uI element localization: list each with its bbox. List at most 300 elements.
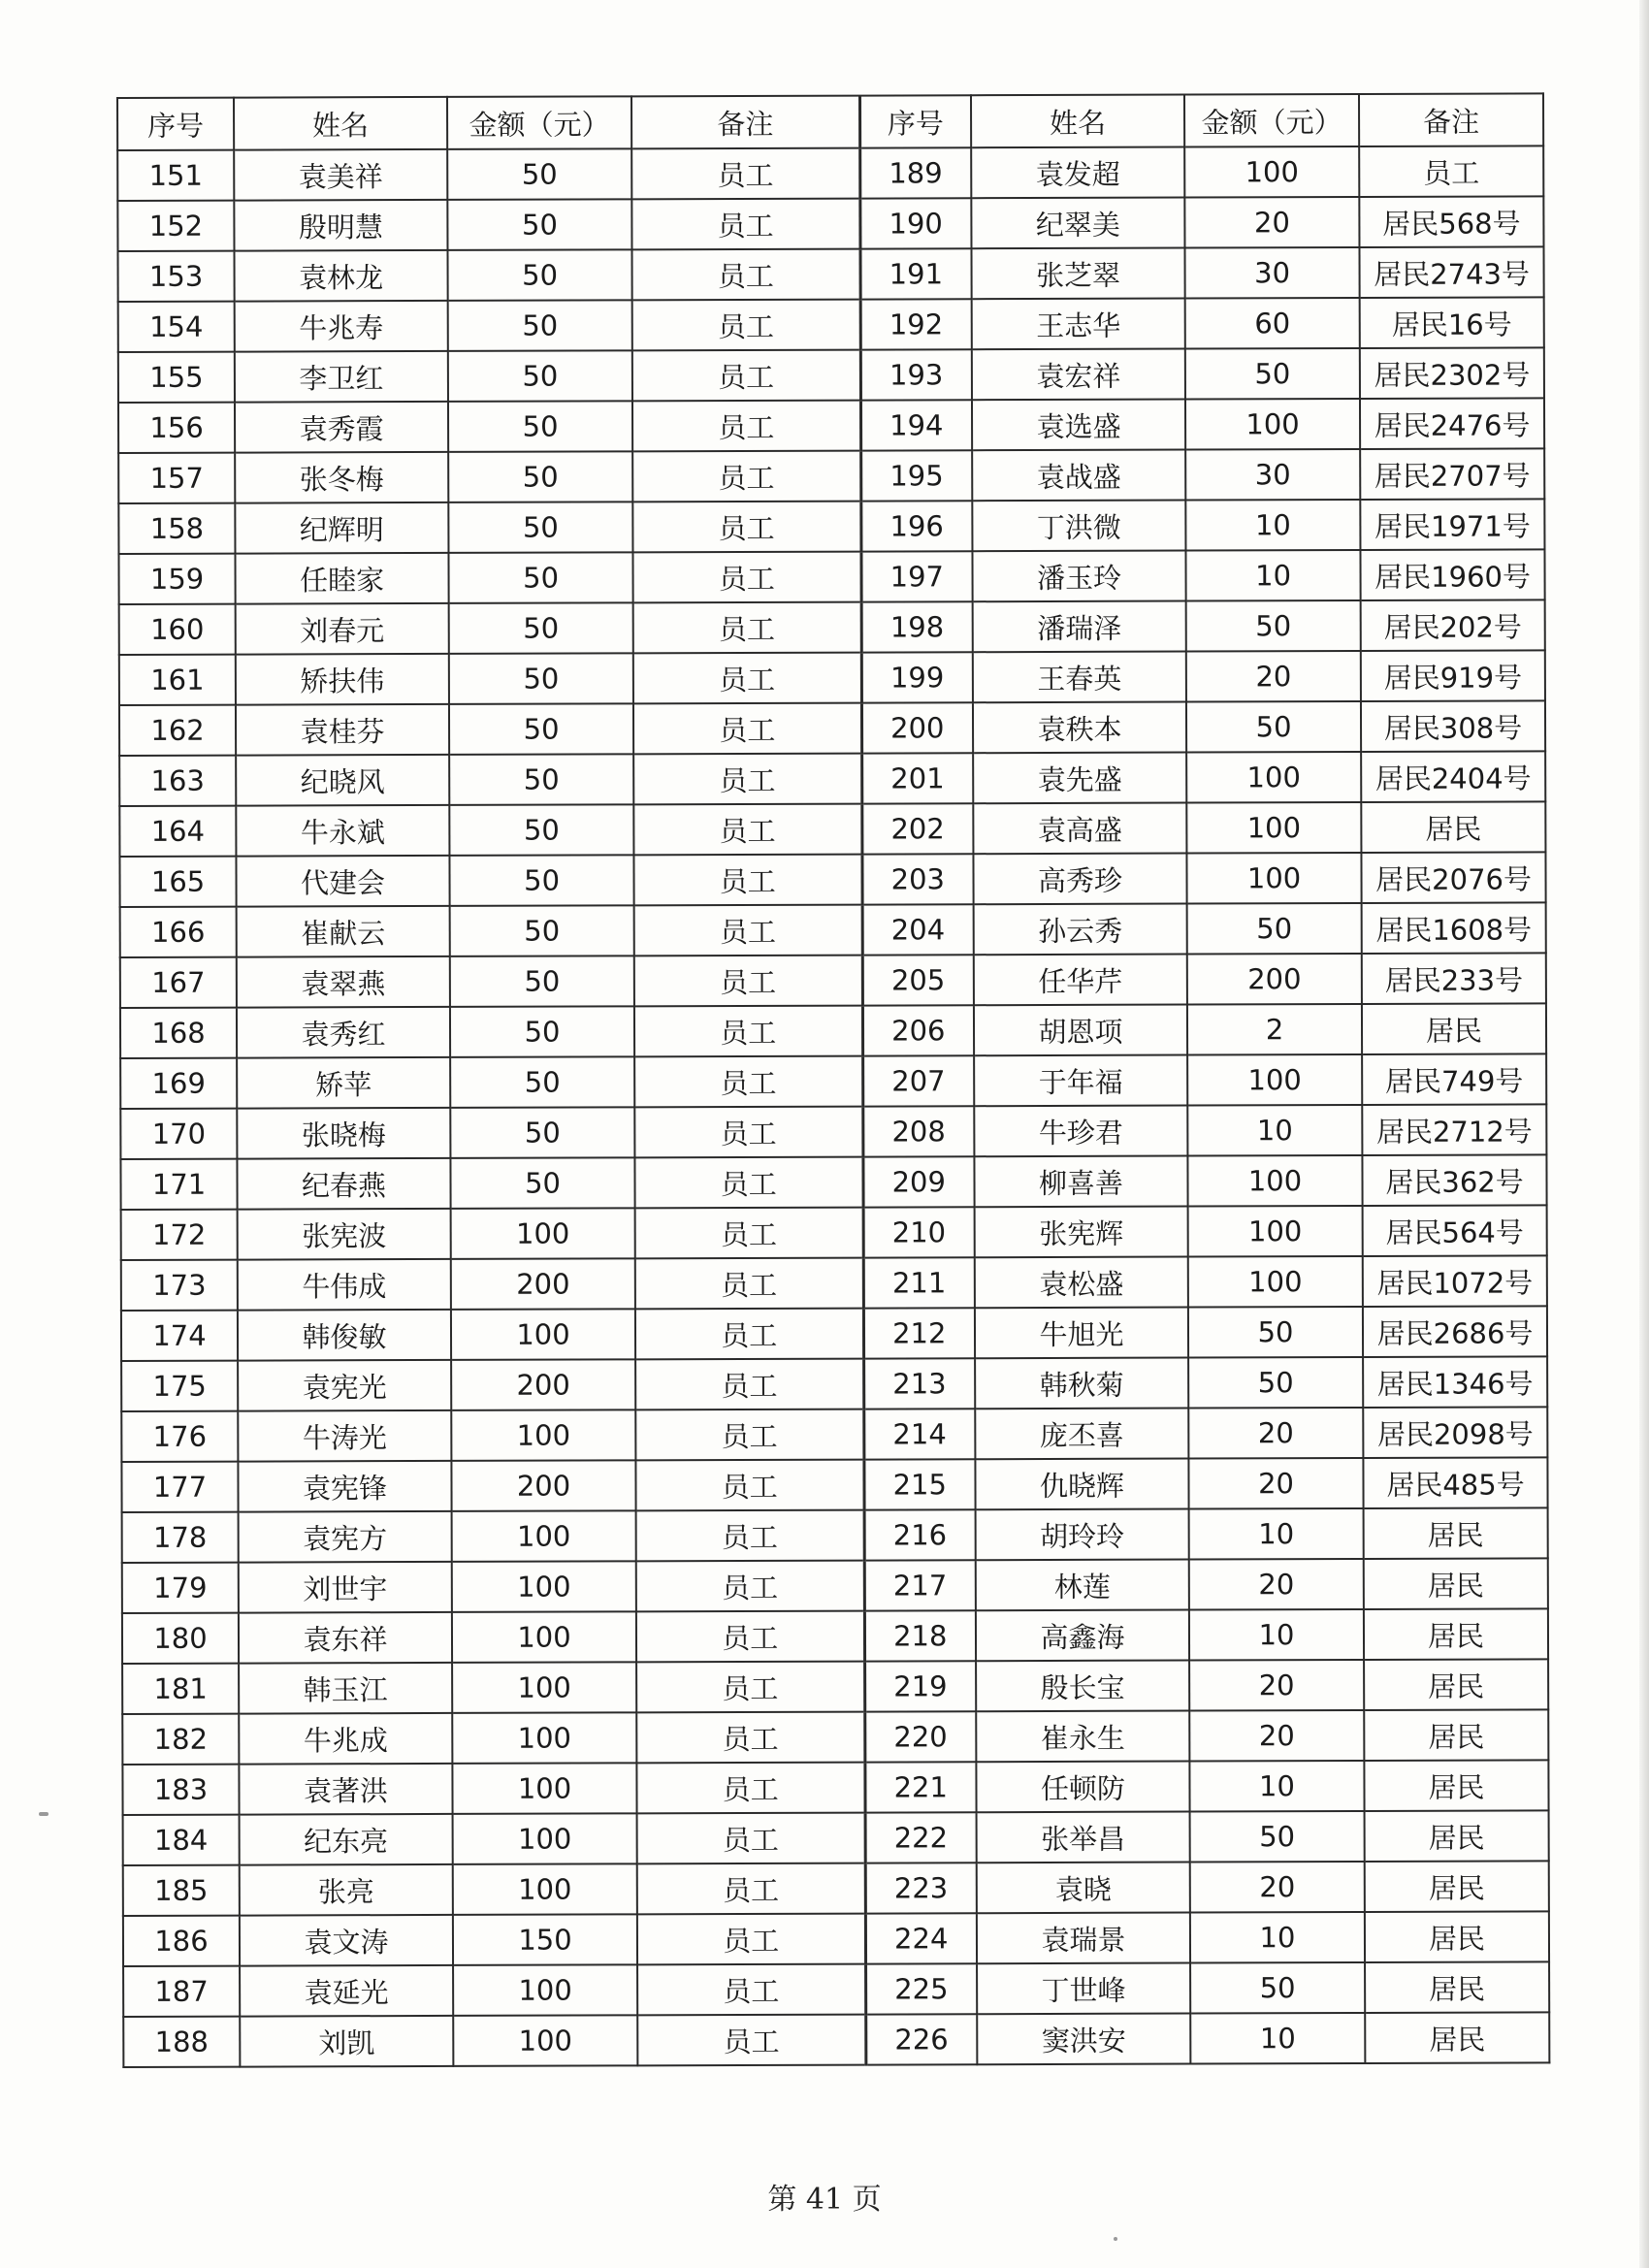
cell-remark: 员工	[632, 502, 860, 553]
cell-amount: 100	[1187, 1155, 1362, 1207]
cell-name: 袁松盛	[975, 1257, 1188, 1309]
cell-remark: 居民1608号	[1362, 902, 1546, 954]
cell-name: 袁东祥	[239, 1612, 452, 1664]
cell-amount: 60	[1185, 298, 1360, 349]
table-row	[117, 246, 1543, 302]
cell-amount: 100	[1188, 1256, 1363, 1308]
cell-serial-number: 158	[118, 503, 235, 554]
table-row	[122, 1659, 1548, 1714]
table-row	[118, 398, 1544, 453]
cell-name: 丁洪微	[972, 501, 1185, 552]
cell-serial-number: 179	[122, 1563, 239, 1613]
cell-serial-number: 190	[859, 198, 971, 248]
cell-name: 崔永生	[976, 1711, 1189, 1763]
cell-name: 庞丕喜	[975, 1409, 1188, 1460]
cell-serial-number: 213	[863, 1358, 975, 1409]
cell-serial-number: 206	[862, 1005, 974, 1055]
cell-name: 高秀珍	[973, 854, 1186, 905]
cell-amount: 50	[450, 1006, 634, 1057]
cell-serial-number: 182	[122, 1714, 239, 1765]
cell-amount: 100	[1184, 146, 1359, 198]
cell-serial-number: 211	[863, 1257, 975, 1308]
table-row	[120, 902, 1546, 957]
cell-serial-number: 166	[120, 907, 237, 957]
cell-remark: 员工	[634, 1006, 862, 1057]
cell-serial-number: 216	[864, 1509, 976, 1560]
cell-name: 高鑫海	[976, 1610, 1189, 1662]
cell-serial-number: 219	[864, 1661, 976, 1711]
cell-remark: 员工	[637, 1813, 865, 1864]
cell-name: 张冬梅	[235, 452, 448, 503]
cell-name: 纪辉明	[235, 502, 448, 554]
cell-name: 胡玲玲	[976, 1509, 1189, 1561]
cell-serial-number: 183	[122, 1765, 239, 1815]
cell-amount: 100	[1188, 1206, 1363, 1257]
cell-remark: 居民	[1364, 1507, 1548, 1559]
cell-remark: 员工	[632, 401, 860, 452]
cell-amount: 50	[450, 1157, 634, 1209]
cell-remark: 员工	[636, 1611, 864, 1663]
cell-amount: 10	[1185, 500, 1360, 551]
cell-amount: 50	[447, 249, 631, 301]
cell-remark: 居民308号	[1361, 700, 1545, 752]
cell-amount: 10	[1185, 550, 1360, 601]
cell-remark: 居民	[1364, 1659, 1548, 1710]
cell-name: 殷长宝	[976, 1661, 1189, 1712]
cell-remark: 居民	[1364, 1608, 1548, 1660]
table-row	[118, 499, 1544, 554]
cell-serial-number: 174	[121, 1311, 238, 1361]
cell-remark: 员工	[634, 1056, 862, 1108]
cell-amount: 10	[1189, 1508, 1364, 1560]
cell-remark: 员工	[634, 1157, 862, 1209]
donation-roster-sheet	[116, 97, 1542, 2068]
cell-serial-number: 221	[864, 1762, 976, 1812]
cell-remark: 员工	[636, 1561, 864, 1612]
cell-serial-number: 171	[120, 1159, 237, 1210]
cell-serial-number: 173	[121, 1260, 238, 1311]
cell-amount: 50	[449, 855, 633, 906]
cell-remark: 员工	[631, 199, 859, 250]
cell-remark: 员工	[631, 148, 859, 200]
cell-remark: 居民2076号	[1361, 852, 1545, 903]
cell-amount: 30	[1184, 247, 1359, 299]
cell-serial-number: 188	[123, 2017, 240, 2067]
cell-remark: 居民919号	[1361, 650, 1545, 701]
cell-serial-number: 207	[862, 1055, 974, 1106]
cell-remark: 员工	[1359, 146, 1543, 197]
cell-amount: 50	[447, 199, 631, 250]
cell-remark: 居民	[1361, 801, 1545, 853]
cell-amount: 150	[453, 1914, 637, 1965]
cell-serial-number: 172	[121, 1210, 238, 1260]
cell-remark: 居民	[1365, 1861, 1549, 1912]
cell-serial-number: 185	[123, 1865, 240, 1916]
cell-remark: 员工	[635, 1409, 863, 1461]
cell-amount: 100	[452, 1561, 636, 1612]
table-row	[119, 599, 1545, 655]
cell-name: 袁翠燕	[237, 956, 450, 1008]
table-row	[122, 1760, 1548, 1815]
donation-roster-table	[116, 92, 1550, 2068]
cell-amount: 50	[448, 552, 632, 603]
cell-serial-number: 155	[118, 352, 235, 403]
cell-name: 张亮	[240, 1864, 453, 1916]
cell-name: 袁高盛	[973, 803, 1186, 855]
cell-remark: 员工	[633, 602, 861, 654]
cell-remark: 员工	[637, 2015, 865, 2066]
cell-amount: 200	[451, 1258, 635, 1310]
table-body	[117, 146, 1549, 2067]
table-row	[123, 1861, 1549, 1916]
cell-serial-number: 223	[865, 1863, 977, 1913]
cell-remark: 员工	[637, 1964, 865, 2016]
cell-name: 王春英	[973, 652, 1186, 703]
cell-remark: 居民2476号	[1360, 398, 1544, 449]
cell-name: 袁先盛	[973, 753, 1186, 804]
cell-name: 袁秀红	[237, 1007, 450, 1058]
cell-amount: 50	[448, 401, 632, 452]
cell-remark: 居民2404号	[1361, 751, 1545, 802]
cell-amount: 20	[1189, 1559, 1364, 1610]
cell-name: 袁发超	[971, 147, 1184, 199]
table-row	[121, 1356, 1547, 1411]
cell-serial-number: 201	[861, 753, 973, 803]
table-row	[118, 347, 1544, 403]
table-row	[121, 1407, 1547, 1462]
cell-name: 纪春燕	[237, 1158, 450, 1210]
cell-name: 矫苹	[237, 1057, 450, 1109]
cell-name: 孙云秀	[974, 904, 1187, 956]
cell-remark: 员工	[636, 1763, 864, 1814]
cell-serial-number: 214	[863, 1409, 975, 1459]
cell-serial-number: 195	[860, 450, 972, 501]
table-row	[121, 1205, 1547, 1260]
cell-amount: 50	[448, 502, 632, 553]
cell-name: 张举昌	[977, 1812, 1190, 1863]
cell-name: 袁宪光	[238, 1360, 451, 1411]
cell-amount: 20	[1188, 1458, 1363, 1509]
cell-amount: 50	[448, 350, 632, 402]
cell-serial-number: 164	[119, 806, 236, 857]
cell-serial-number: 154	[118, 302, 235, 352]
cell-name: 牛永斌	[236, 805, 449, 857]
cell-remark: 员工	[635, 1258, 863, 1310]
cell-remark: 居民2743号	[1359, 246, 1543, 298]
cell-name: 牛兆寿	[235, 301, 448, 352]
table-row	[120, 1154, 1546, 1210]
cell-name: 袁延光	[240, 1965, 453, 2017]
cell-serial-number: 169	[120, 1058, 237, 1109]
table-row	[117, 146, 1543, 201]
cell-amount: 100	[453, 2015, 637, 2066]
column-header-serial-number: 序号	[117, 98, 234, 150]
table-row	[122, 1507, 1548, 1563]
cell-remark: 员工	[633, 754, 861, 805]
cell-remark: 员工	[633, 855, 861, 906]
column-header-amount: 金额（元）	[447, 96, 631, 149]
cell-remark: 员工	[637, 1914, 865, 1965]
cell-remark: 员工	[637, 1863, 865, 1915]
cell-serial-number: 212	[863, 1308, 975, 1358]
table-row	[121, 1306, 1547, 1361]
cell-amount: 50	[450, 1107, 634, 1158]
cell-serial-number: 215	[863, 1459, 975, 1509]
cell-remark: 居民	[1364, 1760, 1548, 1811]
cell-name: 林莲	[976, 1560, 1189, 1611]
table-row	[117, 196, 1543, 251]
cell-amount: 50	[449, 602, 633, 654]
cell-amount: 50	[1186, 701, 1361, 753]
cell-name: 袁战盛	[972, 450, 1185, 502]
cell-remark: 员工	[633, 703, 861, 755]
cell-name: 纪翠美	[971, 198, 1184, 249]
cell-amount: 200	[451, 1460, 635, 1511]
table-row	[122, 1709, 1548, 1765]
cell-name: 韩秋菊	[975, 1358, 1188, 1409]
cell-name: 袁选盛	[972, 400, 1185, 451]
column-header-serial-number: 序号	[859, 95, 971, 147]
table-row	[118, 448, 1544, 503]
cell-name: 刘春元	[236, 603, 449, 655]
cell-name: 纪东亮	[240, 1814, 453, 1865]
cell-name: 崔献云	[237, 906, 450, 957]
cell-serial-number: 165	[119, 857, 236, 907]
cell-serial-number: 205	[862, 955, 974, 1005]
cell-amount: 10	[1190, 2013, 1365, 2064]
cell-name: 窦洪安	[977, 2014, 1190, 2065]
cell-serial-number: 180	[122, 1613, 239, 1664]
cell-amount: 50	[449, 703, 633, 755]
cell-amount: 50	[450, 956, 634, 1007]
cell-serial-number: 162	[119, 705, 236, 756]
cell-serial-number: 203	[861, 854, 973, 904]
cell-remark: 员工	[632, 451, 860, 502]
cell-name: 张芝翠	[971, 248, 1184, 300]
cell-name: 殷明慧	[234, 200, 447, 251]
cell-name: 潘玉玲	[972, 551, 1185, 602]
cell-remark: 居民564号	[1363, 1205, 1547, 1256]
cell-amount: 100	[1186, 802, 1361, 854]
table-row	[123, 1810, 1549, 1865]
cell-remark: 居民233号	[1362, 953, 1546, 1004]
cell-remark: 居民1346号	[1363, 1356, 1547, 1408]
cell-name: 韩俊敏	[238, 1310, 451, 1361]
cell-name: 袁宪锋	[238, 1461, 451, 1512]
cell-remark: 居民1072号	[1363, 1255, 1547, 1307]
cell-serial-number: 176	[121, 1411, 238, 1462]
cell-name: 刘凯	[240, 2016, 453, 2067]
cell-amount: 100	[453, 1863, 637, 1915]
cell-serial-number: 167	[120, 957, 237, 1008]
cell-remark: 员工	[635, 1460, 863, 1511]
cell-remark: 员工	[634, 905, 862, 956]
cell-remark: 居民1960号	[1360, 549, 1544, 600]
cell-serial-number: 191	[859, 248, 971, 299]
cell-amount: 50	[1187, 903, 1362, 955]
cell-serial-number: 192	[860, 299, 972, 349]
table-row	[119, 700, 1545, 756]
cell-amount: 100	[1185, 399, 1360, 450]
cell-remark: 员工	[631, 249, 859, 301]
cell-serial-number: 200	[861, 702, 973, 753]
table-row	[120, 1053, 1546, 1109]
cell-amount: 20	[1189, 1710, 1364, 1762]
cell-amount: 100	[452, 1712, 636, 1764]
cell-amount: 100	[452, 1763, 636, 1814]
cell-name: 袁美祥	[234, 149, 447, 201]
cell-amount: 100	[452, 1611, 636, 1663]
cell-amount: 20	[1190, 1862, 1365, 1913]
cell-remark: 居民568号	[1359, 196, 1543, 247]
cell-name: 任顿防	[976, 1762, 1189, 1813]
cell-name: 袁著洪	[239, 1764, 452, 1815]
cell-serial-number: 208	[862, 1106, 974, 1156]
cell-serial-number: 225	[865, 1963, 977, 2014]
cell-name: 袁瑞景	[977, 1913, 1190, 1964]
cell-amount: 100	[452, 1662, 636, 1713]
cell-serial-number: 175	[121, 1361, 238, 1411]
cell-serial-number: 222	[865, 1812, 977, 1863]
cell-serial-number: 157	[118, 453, 235, 503]
table-row	[120, 1104, 1546, 1159]
cell-remark: 员工	[636, 1712, 864, 1764]
cell-remark: 居民	[1365, 2012, 1549, 2063]
table-row	[119, 801, 1545, 857]
cell-serial-number: 197	[860, 551, 972, 601]
cell-name: 代建会	[236, 856, 449, 907]
cell-remark: 居民1971号	[1360, 499, 1544, 550]
cell-remark: 员工	[636, 1662, 864, 1713]
cell-remark: 居民2707号	[1360, 448, 1544, 500]
cell-serial-number: 202	[861, 803, 973, 854]
table-row	[122, 1608, 1548, 1664]
cell-serial-number: 160	[119, 604, 236, 655]
table-row	[119, 650, 1545, 705]
cell-name: 袁秩本	[973, 702, 1186, 754]
cell-remark: 居民2302号	[1360, 347, 1544, 399]
cell-serial-number: 193	[860, 349, 972, 400]
cell-amount: 20	[1188, 1408, 1363, 1459]
table-row	[120, 1003, 1546, 1058]
cell-name: 任华芹	[974, 955, 1187, 1006]
cell-remark: 员工	[633, 653, 861, 704]
cell-serial-number: 163	[119, 756, 236, 806]
cell-remark: 居民2712号	[1362, 1104, 1546, 1155]
cell-amount: 50	[1188, 1357, 1363, 1409]
cell-serial-number: 199	[861, 652, 973, 702]
table-row	[122, 1558, 1548, 1613]
cell-serial-number: 151	[117, 150, 234, 201]
cell-amount: 50	[449, 653, 633, 704]
cell-serial-number: 220	[864, 1711, 976, 1762]
table-header-row	[117, 93, 1543, 150]
cell-amount: 200	[451, 1359, 635, 1410]
cell-amount: 20	[1186, 651, 1361, 702]
cell-amount: 50	[447, 148, 631, 200]
cell-name: 牛珍君	[974, 1106, 1187, 1157]
cell-remark: 员工	[634, 956, 862, 1007]
cell-name: 纪晓风	[236, 755, 449, 806]
cell-remark: 居民	[1364, 1709, 1548, 1761]
cell-amount: 100	[452, 1510, 636, 1562]
cell-serial-number: 152	[117, 201, 234, 251]
cell-serial-number: 224	[865, 1913, 977, 1963]
cell-remark: 居民	[1365, 1810, 1549, 1862]
cell-serial-number: 156	[118, 403, 235, 453]
cell-serial-number: 168	[120, 1008, 237, 1058]
cell-remark: 居民	[1365, 1911, 1549, 1962]
cell-serial-number: 184	[123, 1815, 240, 1865]
cell-amount: 100	[1187, 1054, 1362, 1106]
cell-name: 刘世宇	[239, 1562, 452, 1613]
cell-serial-number: 218	[864, 1610, 976, 1661]
column-header-name: 姓名	[971, 95, 1184, 148]
cell-name: 袁晓	[977, 1863, 1190, 1914]
cell-amount: 100	[1186, 853, 1361, 904]
table-row	[120, 953, 1546, 1008]
cell-remark: 员工	[636, 1510, 864, 1562]
scan-page-edge	[1639, 0, 1649, 2268]
table-row	[119, 852, 1545, 907]
cell-amount: 50	[449, 754, 633, 805]
cell-amount: 50	[450, 905, 634, 956]
cell-name: 袁宏祥	[972, 349, 1185, 401]
cell-remark: 居民485号	[1363, 1457, 1547, 1508]
cell-serial-number: 181	[122, 1664, 239, 1714]
cell-amount: 10	[1189, 1761, 1364, 1812]
cell-amount: 100	[451, 1309, 635, 1360]
cell-name: 张宪波	[238, 1209, 451, 1260]
cell-amount: 50	[1190, 1962, 1365, 2014]
table-row	[123, 1911, 1549, 1966]
cell-serial-number: 161	[119, 655, 236, 705]
table-row	[118, 297, 1544, 352]
cell-name: 张宪辉	[975, 1207, 1188, 1258]
table-row	[118, 549, 1544, 604]
cell-name: 张晓梅	[237, 1108, 450, 1159]
cell-name: 牛伟成	[238, 1259, 451, 1311]
cell-amount: 10	[1190, 1912, 1365, 1963]
cell-name: 于年福	[974, 1055, 1187, 1107]
cell-name: 牛涛光	[238, 1410, 451, 1462]
cell-amount: 50	[448, 451, 632, 502]
cell-name: 牛兆成	[239, 1713, 452, 1765]
cell-serial-number: 226	[865, 2014, 977, 2064]
cell-amount: 200	[1187, 954, 1362, 1005]
cell-amount: 50	[1185, 348, 1360, 400]
cell-remark: 居民749号	[1362, 1053, 1546, 1105]
cell-name: 丁世峰	[977, 1963, 1190, 2015]
cell-amount: 50	[1188, 1307, 1363, 1358]
cell-remark: 员工	[635, 1208, 863, 1259]
cell-remark: 居民2686号	[1363, 1306, 1547, 1357]
cell-remark: 居民2098号	[1363, 1407, 1547, 1458]
cell-amount: 50	[450, 1056, 634, 1108]
cell-name: 牛旭光	[975, 1308, 1188, 1359]
cell-name: 袁林龙	[234, 250, 447, 302]
cell-serial-number: 217	[864, 1560, 976, 1610]
cell-serial-number: 153	[117, 251, 234, 302]
cell-serial-number: 189	[859, 147, 971, 198]
cell-remark: 员工	[632, 552, 860, 603]
cell-remark: 居民202号	[1361, 599, 1545, 651]
cell-name: 袁宪方	[239, 1511, 452, 1563]
table-row	[123, 1961, 1549, 2017]
table-row	[119, 751, 1545, 806]
cell-serial-number: 204	[862, 904, 974, 955]
cell-serial-number: 196	[860, 501, 972, 551]
